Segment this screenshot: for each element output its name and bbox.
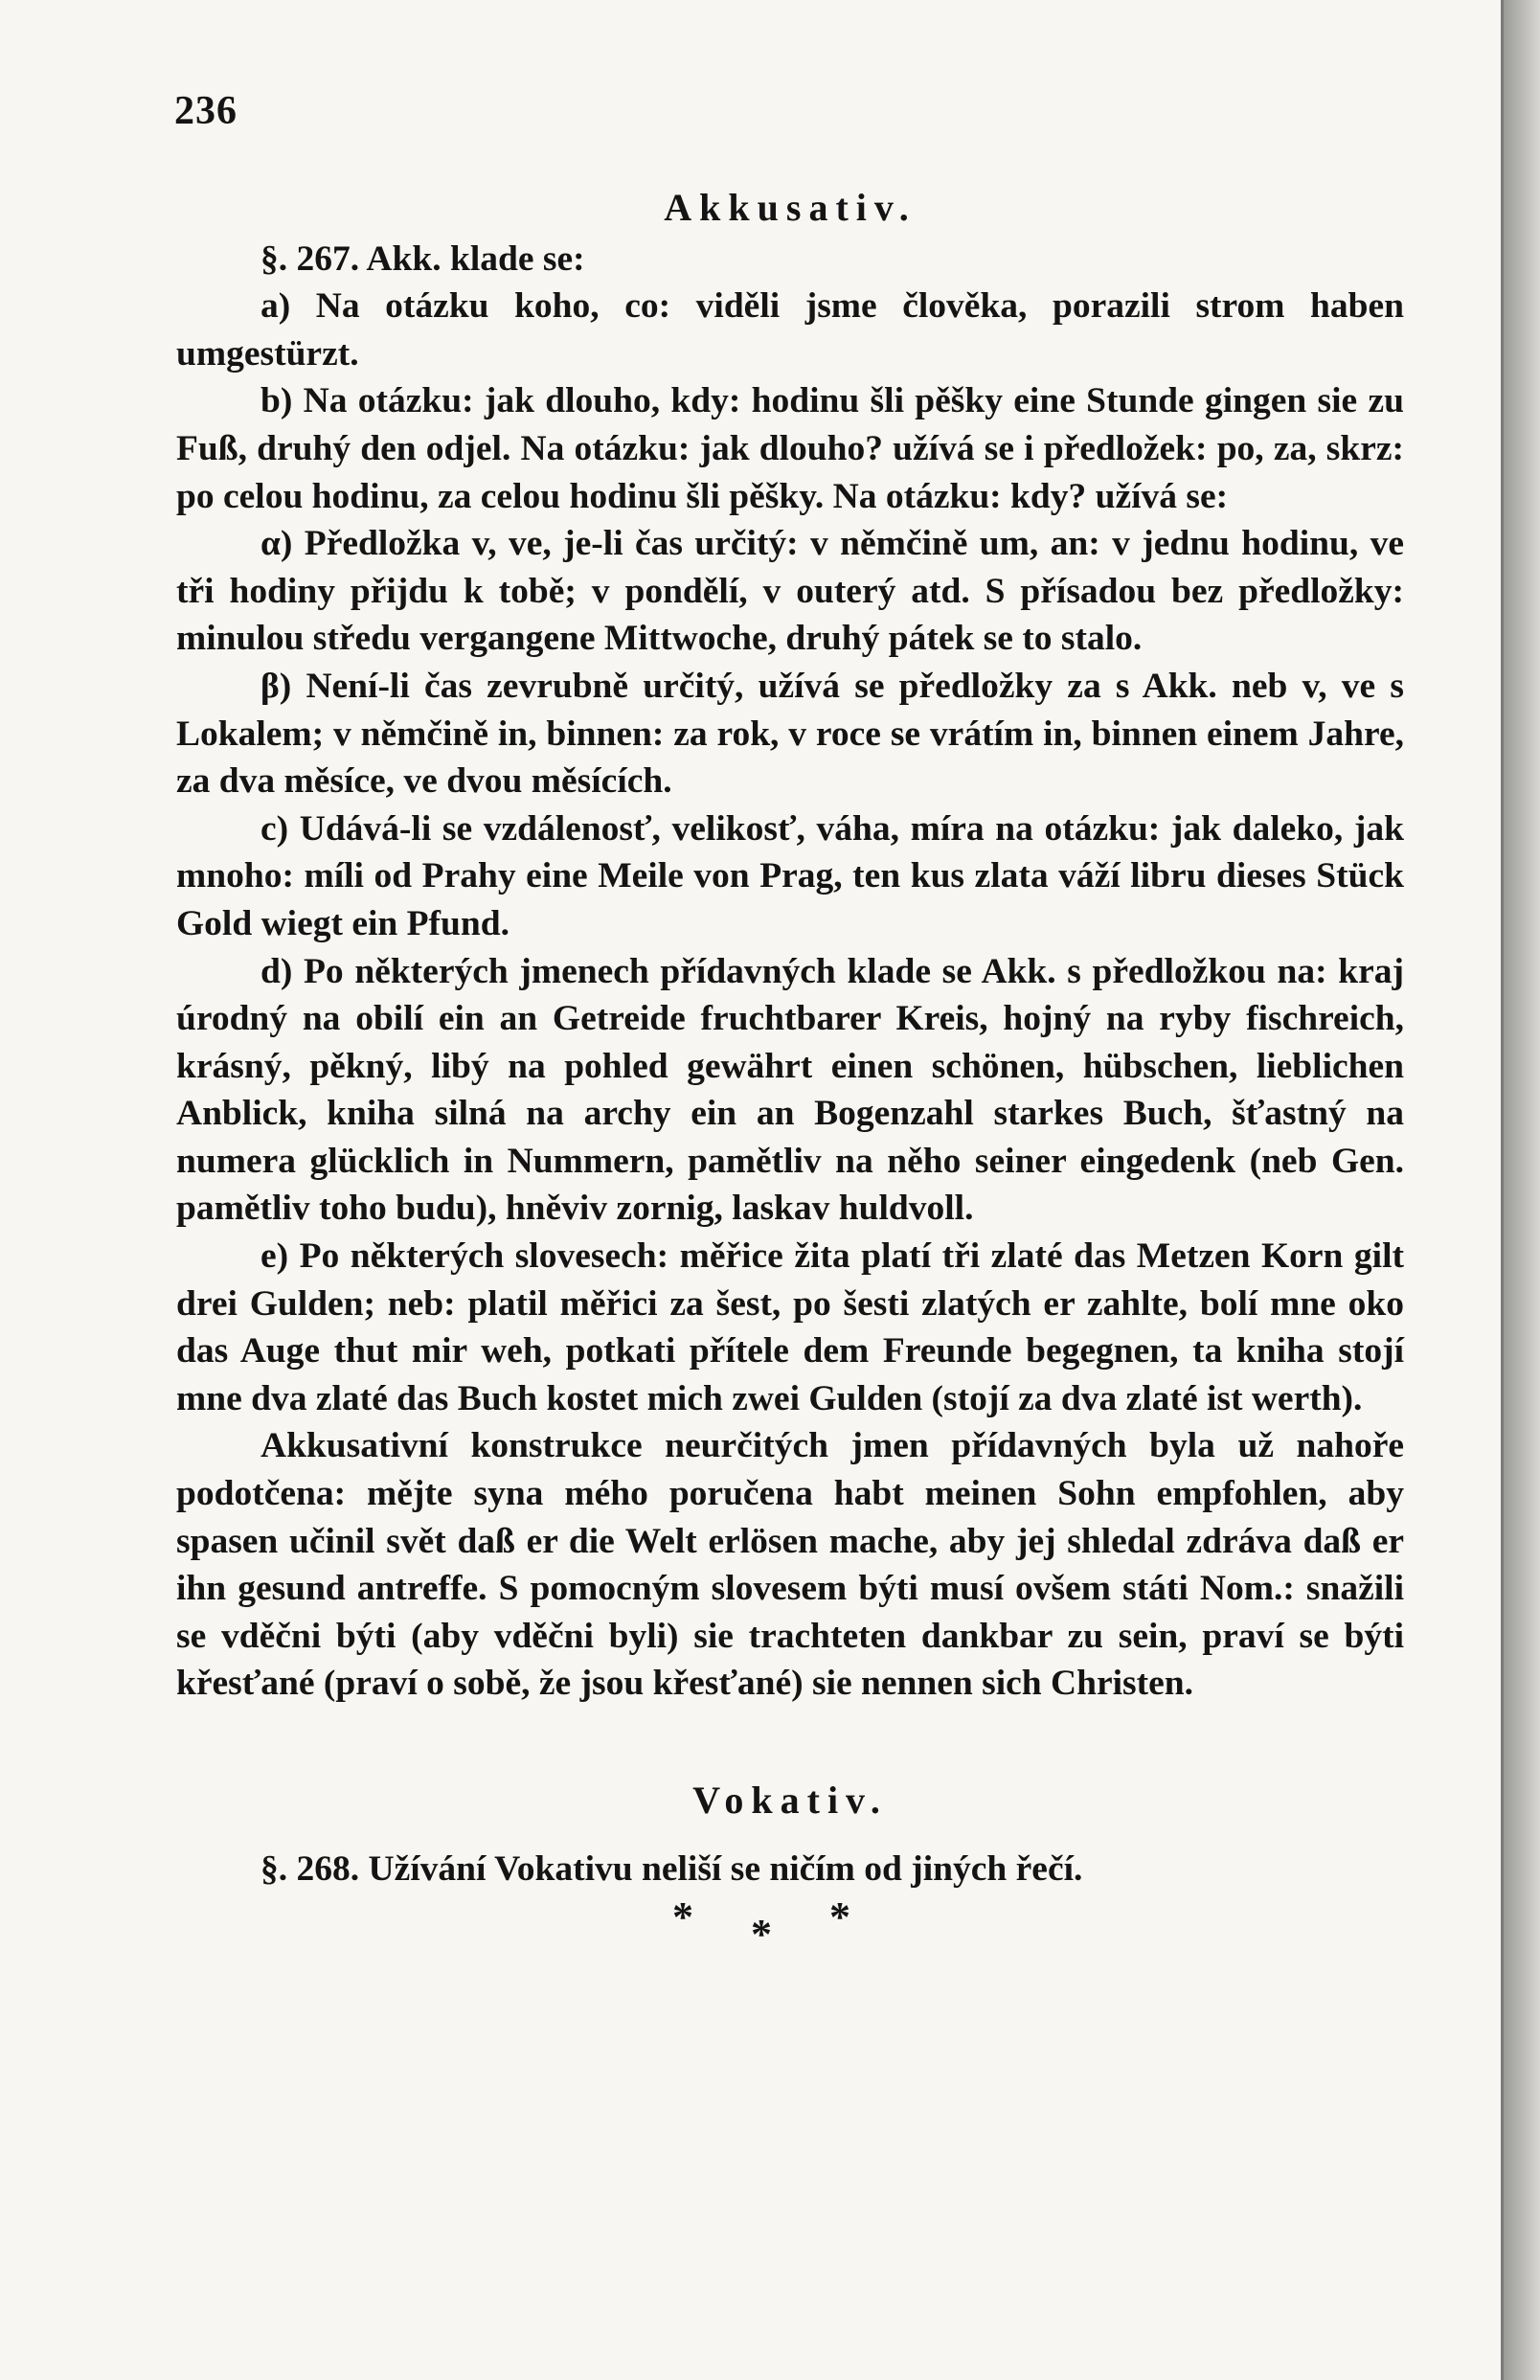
paragraph-beta: β) Není-li čas zevrubně určitý, užívá se předložky za s Akk. neb v, ve s Lokalem; v němčině in, binnen: za rok, v roce se vrátím in, binnen einem Jahre, za dva měsíce, ve dvou měsících. xyxy=(176,666,1404,802)
paragraph-alpha: α) Předložka v, ve, je-li čas určitý: v němčině um, an: v jednu hodinu, ve tři hodiny přijdu k tobě; v pondělí, v outerý atd. S přísadou bez předložky: minulou středu vergangene Mittwoche, druhý pátek se to stalo. xyxy=(176,524,1404,659)
heading-accusative: Akkusativ. xyxy=(664,186,917,229)
separator-star: * xyxy=(829,1893,908,1941)
paragraph-e: e) Po některých slovesech: měřice žita platí tři zlaté das Metzen Korn gilt drei Gulden; neb: platil měřici za šest, po šesti zlatých er zahlte, bolí mne oko das Auge thut mir weh, potkati přítele dem Freunde begegnen, ta kniha stojí mne dva zlaté das Buch kostet mich zwei Gulden (stojí za dva zlaté ist werth). xyxy=(176,1236,1404,1418)
paragraph-section-268: §. 268. Užívání Vokativu neliší se ničím od jiných řečí. xyxy=(260,1848,1083,1889)
paragraph-section-267: §. 267. Akk. klade se: xyxy=(260,238,585,279)
page-edge-shadow xyxy=(1504,0,1540,2380)
separator-star: * xyxy=(751,1911,829,1959)
paragraph-b: b) Na otázku: jak dlouho, kdy: hodinu šli pěšky eine Stunde gingen sie zu Fuß, druhý den odjel. Na otázku: jak dlouho? užívá se i předložek: po, za, skrz: po celou hodinu, za celou hodinu šli pěšky. Na otázku: kdy? užívá se: xyxy=(176,381,1404,516)
paragraph-akkusativni-konstrukce: Akkusativní konstrukce neurčitých jmen přídavných byla už nahoře podotčena: mějte syna mého poručena habt meinen Sohn empfohlen, aby spasen učinil svět daß er die Welt erlösen mache, aby jej shledal zdráva daß er ihn gesund antreffe. S pomocným slovesem býti musí ovšem státi Nom.: snažili se vděčni býti (aby vděčni byli) sie trachteten dankbar zu sein, praví se býti křesťané (praví o sobě, že jsou křesťané) sie nennen sich Christen. xyxy=(176,1426,1404,1704)
paragraph-d: d) Po některých jmenech přídavných klade se Akk. s předložkou na: kraj úrodný na obilí ein an Getreide fruchtbarer Kreis, hojný na ryby fischreich, krásný, pěkný, libý na pohled gewährt einen schönen, hübschen, lieblichen Anblick, kniha silná na archy ein an Bogenzahl starkes Buch, šťastný na numera glücklich in Nummern, pamětliv na něho seiner eingedenk (neb Gen. pamětliv toho budu), hněviv zornig, laskav huldvoll. xyxy=(176,951,1404,1229)
paragraph-c: c) Udává-li se vzdálenosť, velikosť, váha, míra na otázku: jak daleko, jak mnoho: míli od Prahy eine Meile von Prag, ten kus zlata váží libru dieses Stück Gold wiegt ein Pfund. xyxy=(176,808,1404,943)
page-number: 236 xyxy=(174,89,238,133)
body-text xyxy=(176,184,1404,1959)
section-separator xyxy=(176,1893,1404,1959)
heading-vocative: Vokativ. xyxy=(692,1779,888,1822)
separator-star: * xyxy=(672,1893,751,1941)
paragraph-a: a) Na otázku koho, co: viděli jsme člověka, porazili strom haben umgestürzt. xyxy=(176,286,1404,374)
